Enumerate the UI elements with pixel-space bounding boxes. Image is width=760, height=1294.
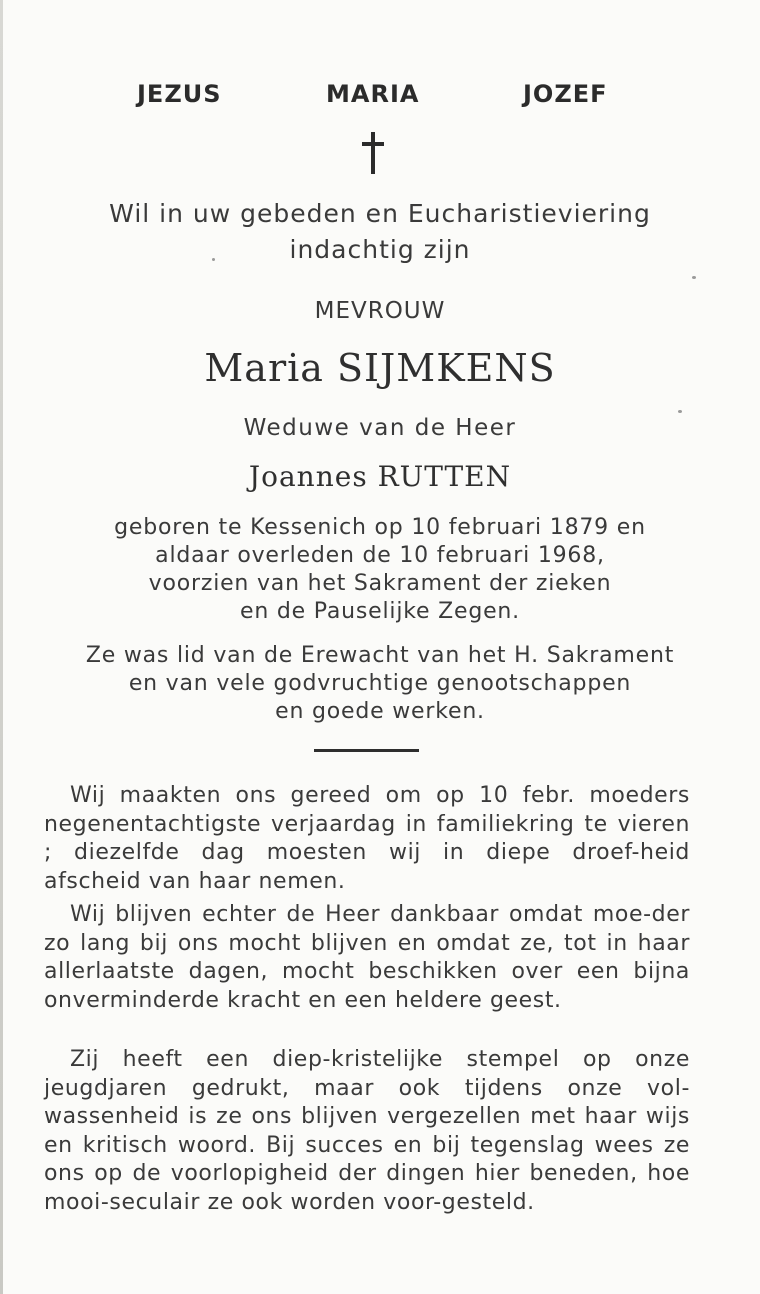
print-speck xyxy=(212,258,215,261)
print-speck xyxy=(678,410,682,413)
cross-icon xyxy=(362,132,384,174)
header-jozef: JOZEF xyxy=(523,80,608,108)
deceased-name: Maria SIJMKENS xyxy=(204,346,556,390)
husband-name: Joannes RUTTEN xyxy=(248,460,512,493)
paragraph-1: Wij maakten ons gereed om op 10 febr. moeders negenentachtigste verjaardag in familiekring te vieren ; diezelfde dag moesten wij in diepe droef-heid afscheid van haar nemen. xyxy=(44,783,690,894)
paragraph-2: Wij blijven echter de Heer dankbaar omdat moe-der zo lang bij ons mocht blijven en omdat ze, tot in haar allerlaatste dagen, mocht beschikken over een bijna onverminderde kracht en een heldere geest. xyxy=(44,902,690,1013)
birth-death-text: geboren te Kessenich op 10 februari 1879 en aldaar overleden de 10 februari 1968, voorzien van het Sakrament der zieken en de Pauselijke Zegen. xyxy=(114,515,646,624)
print-speck xyxy=(692,276,696,279)
paragraph-3: Zij heeft een diep-kristelijke stempel op onze jeugdjaren gedrukt, maar ook tijdens onze vol-wassenheid is ze ons blijven vergezellen met haar wijs en kritisch woord. Bij succes en bij tegenslag wees ze ons op de voorlopigheid der dingen hier beneden, hoe mooi-seculair ze ook worden voor-gesteld. xyxy=(44,1047,690,1215)
intro-text: Wil in uw gebeden en Eucharistieviering indachtig zijn xyxy=(109,199,651,264)
widow-line: Weduwe van de Heer xyxy=(243,415,517,441)
header-maria: MARIA xyxy=(326,80,420,108)
divider xyxy=(314,749,419,752)
membership-text: Ze was lid van de Erewacht van het H. Sakrament en van vele godvruchtige genootschappen en goede werken. xyxy=(85,643,675,724)
header-jezus: JEZUS xyxy=(137,80,222,108)
title-mevrouw: MEVROUW xyxy=(314,298,446,324)
